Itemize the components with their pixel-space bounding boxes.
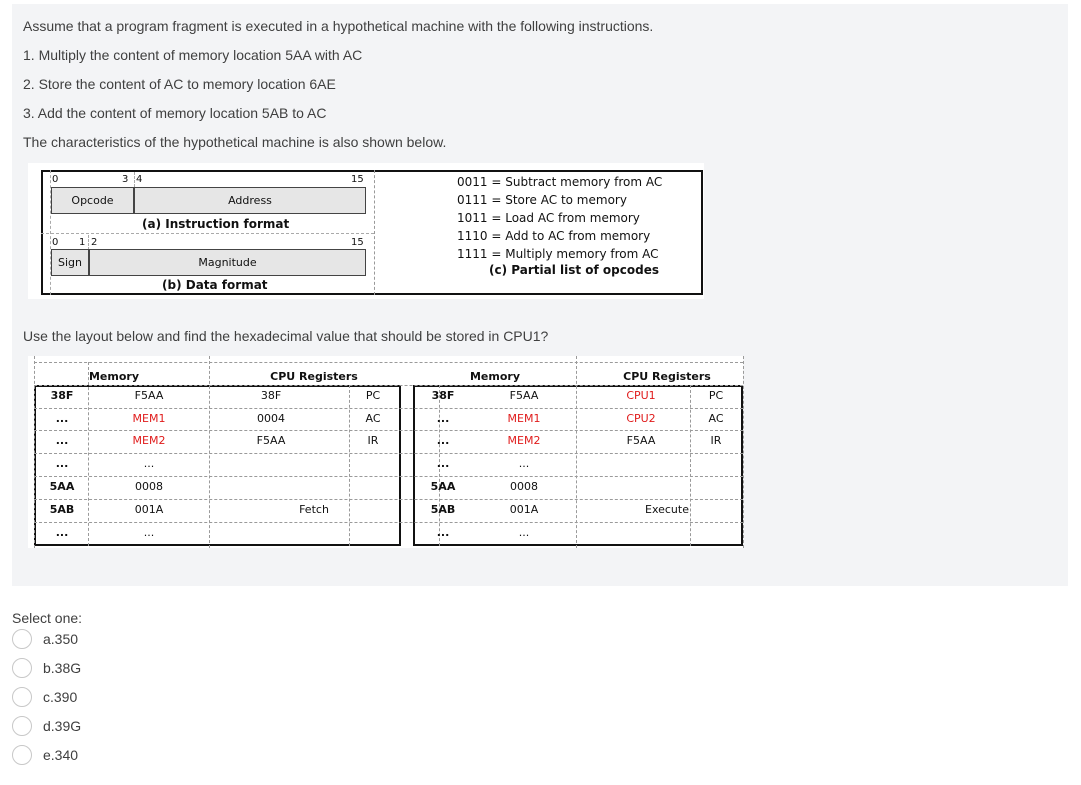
memory-address: 5AB xyxy=(49,503,75,516)
memory-content: MEM2 xyxy=(132,434,166,447)
radio-e[interactable] xyxy=(12,745,32,765)
memory-address: ... xyxy=(436,434,450,447)
register-name: IR xyxy=(367,434,379,447)
instruction-step-1: 1. Multiply the content of memory location 5AA with AC xyxy=(23,47,363,63)
register-name: PC xyxy=(708,389,724,402)
memory-address: ... xyxy=(55,457,69,470)
memory-address: ... xyxy=(436,457,450,470)
option-b-label: b.38G xyxy=(43,660,82,676)
option-e-label: e.340 xyxy=(43,747,79,763)
characteristics-text: The characteristics of the hypothetical machine is also shown below. xyxy=(23,134,447,150)
memory-content: MEM1 xyxy=(507,412,541,425)
option-d-label: d.39G xyxy=(43,718,82,734)
cpu-registers-header: CPU Registers xyxy=(270,370,358,383)
memory-content: ... xyxy=(143,526,155,539)
radio-d[interactable] xyxy=(12,716,32,736)
memory-content: ... xyxy=(518,526,530,539)
memory-content: 0008 xyxy=(510,480,538,493)
register-value: CPU1 xyxy=(626,389,656,402)
radio-a[interactable] xyxy=(12,629,32,649)
memory-address: ... xyxy=(436,412,450,425)
option-a[interactable] xyxy=(12,628,78,650)
memory-address: ... xyxy=(436,526,450,539)
sign-field: Sign xyxy=(51,249,89,276)
cpu-registers-header: CPU Registers xyxy=(623,370,711,383)
memory-address: 5AB xyxy=(430,503,456,516)
opcode-entry: 0011 = Subtract memory from AC xyxy=(457,175,663,189)
question-prompt: Use the layout below and find the hexadecimal value that should be stored in CPU1? xyxy=(23,328,549,344)
register-name: IR xyxy=(710,434,722,447)
register-name: AC xyxy=(708,412,724,425)
memory-content: F5AA xyxy=(509,389,539,402)
question-intro: Assume that a program fragment is executed in a hypothetical machine with the following instructions. xyxy=(23,18,654,34)
register-value: 38F xyxy=(260,389,282,402)
data-bit-1: 1 xyxy=(79,237,86,248)
execute-phase-label: Execute xyxy=(645,503,689,516)
register-value: F5AA xyxy=(256,434,286,447)
radio-b[interactable] xyxy=(12,658,32,678)
memory-address: ... xyxy=(55,434,69,447)
select-one-label: Select one: xyxy=(12,610,83,626)
opcode-entry: 1111 = Multiply memory from AC xyxy=(457,247,659,261)
memory-address: 38F xyxy=(431,389,455,402)
memory-content: MEM1 xyxy=(132,412,166,425)
data-format-caption: (b) Data format xyxy=(162,278,268,292)
memory-header: Memory xyxy=(469,370,521,383)
radio-c[interactable] xyxy=(12,687,32,707)
opcode-entry: 1110 = Add to AC from memory xyxy=(457,229,651,243)
memory-content: 001A xyxy=(509,503,539,516)
instr-bit-15: 15 xyxy=(351,174,364,185)
memory-content: MEM2 xyxy=(507,434,541,447)
instruction-step-2: 2. Store the content of AC to memory location 6AE xyxy=(23,76,336,92)
option-b[interactable] xyxy=(12,657,81,679)
instruction-step-3: 3. Add the content of memory location 5AB to AC xyxy=(23,105,327,121)
memory-content: ... xyxy=(143,457,155,470)
option-c[interactable] xyxy=(12,686,77,708)
memory-address: 5AA xyxy=(430,480,456,493)
opcode-entry: 1011 = Load AC from memory xyxy=(457,211,640,225)
fetch-phase-label: Fetch xyxy=(299,503,329,516)
register-value: F5AA xyxy=(626,434,656,447)
memory-address: ... xyxy=(55,526,69,539)
opcodes-caption: (c) Partial list of opcodes xyxy=(489,263,659,277)
option-e[interactable] xyxy=(12,744,78,766)
machine-characteristics-figure xyxy=(28,163,704,299)
memory-header: Memory xyxy=(88,370,140,383)
magnitude-field: Magnitude xyxy=(89,249,366,276)
opcode-field: Opcode xyxy=(51,187,134,214)
data-bit-15: 15 xyxy=(351,237,364,248)
memory-address: 38F xyxy=(50,389,74,402)
register-name: PC xyxy=(365,389,381,402)
memory-content: ... xyxy=(518,457,530,470)
register-value: 0004 xyxy=(257,412,285,425)
register-value: CPU2 xyxy=(626,412,656,425)
option-a-label: a.350 xyxy=(43,631,79,647)
opcode-entry: 0111 = Store AC to memory xyxy=(457,193,627,207)
data-bit-2: 2 xyxy=(91,237,98,248)
address-field: Address xyxy=(134,187,366,214)
memory-address: 5AA xyxy=(49,480,75,493)
question-panel xyxy=(12,4,1068,586)
memory-address: ... xyxy=(55,412,69,425)
instruction-format-caption: (a) Instruction format xyxy=(142,217,290,231)
option-d[interactable] xyxy=(12,715,81,737)
memory-content: 0008 xyxy=(135,480,163,493)
register-name: AC xyxy=(365,412,381,425)
memory-content: 001A xyxy=(134,503,164,516)
memory-register-layout-figure xyxy=(28,356,743,548)
instr-bit-0: 0 xyxy=(52,174,59,185)
instr-bit-3: 3 xyxy=(122,174,129,185)
instr-bit-4: 4 xyxy=(136,174,143,185)
option-c-label: c.390 xyxy=(43,689,78,705)
data-bit-0: 0 xyxy=(52,237,59,248)
memory-content: F5AA xyxy=(134,389,164,402)
